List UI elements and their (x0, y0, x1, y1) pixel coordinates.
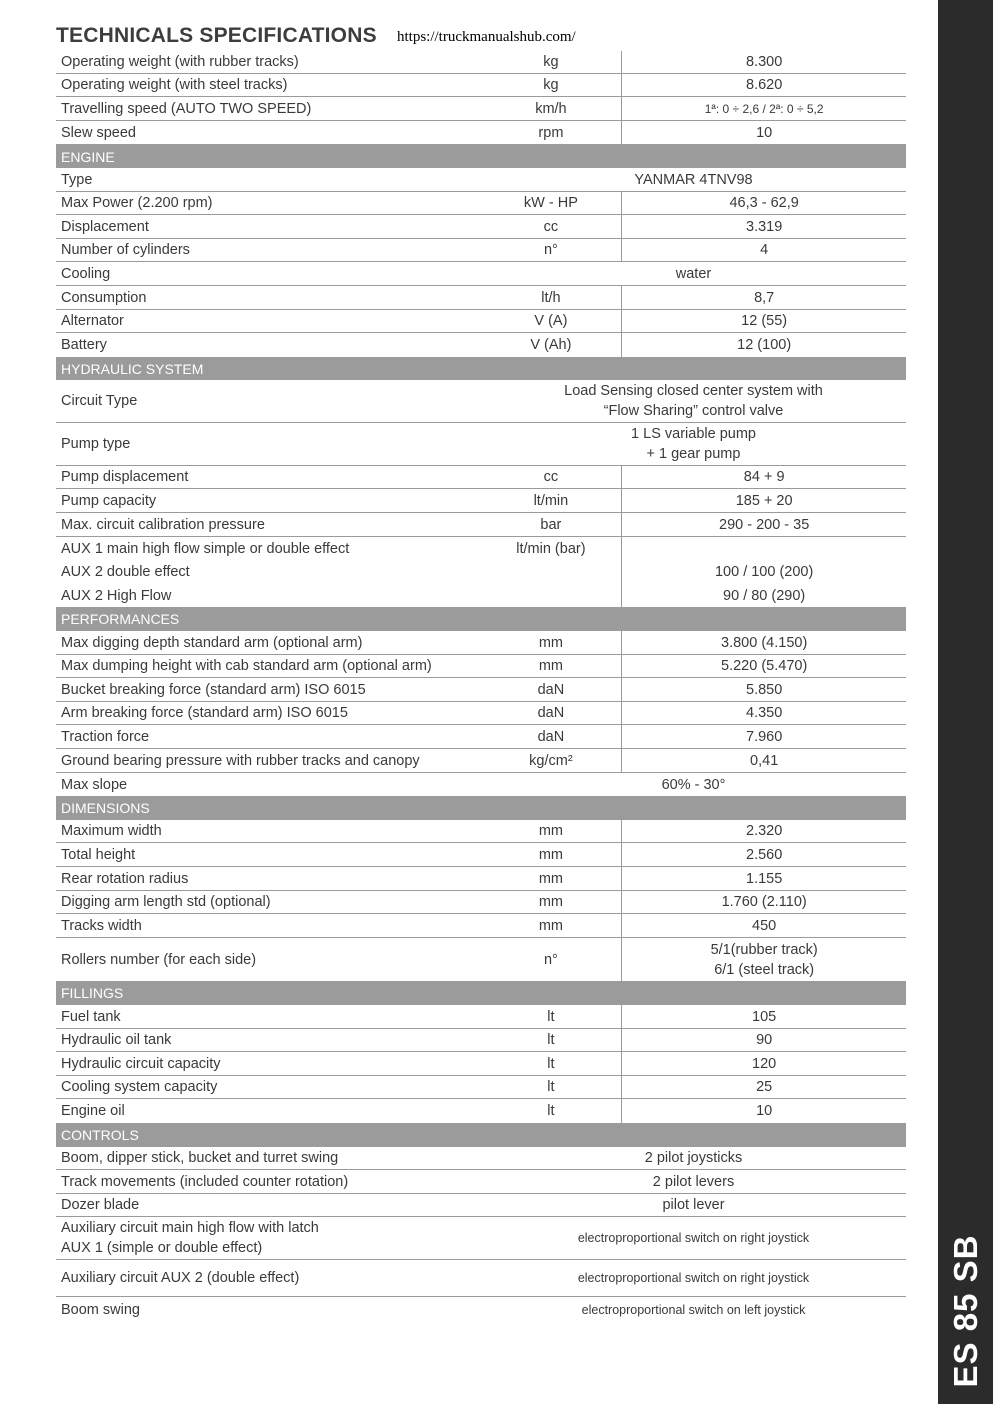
table-row (56, 749, 906, 773)
row-value: 5.850 (621, 678, 906, 701)
row-value: 1.760 (2.110) (621, 891, 906, 913)
table-row (56, 773, 906, 796)
row-value: 4 (621, 239, 906, 261)
row-value: 7.960 (621, 725, 906, 748)
section-header-fillings (56, 981, 906, 1005)
row-value: electroproportional switch on left joystick (581, 1303, 806, 1317)
row-value: 450 (621, 914, 906, 937)
row-label: AUX 1 main high flow simple or double effect (61, 540, 350, 557)
row-label: Bucket breaking force (standard arm) ISO 6015 (61, 681, 366, 698)
row-unit: lt (547, 1103, 555, 1119)
row-label: Tracks width (61, 917, 142, 934)
table-row (56, 867, 906, 891)
row-label: Auxiliary circuit AUX 2 (double effect) (61, 1270, 300, 1286)
row-label: Displacement (61, 218, 149, 235)
table-row (56, 655, 906, 678)
row-value (481, 380, 906, 422)
row-label: Traction force (61, 728, 150, 745)
row-value: 10 (621, 1099, 906, 1123)
row-value: 2 pilot levers (652, 1173, 735, 1190)
row-unit (481, 560, 622, 584)
table-row (56, 380, 906, 423)
model-label: ES 85 SB (946, 1234, 984, 1388)
row-value: water (675, 265, 712, 282)
row-value-line: Load Sensing closed center system with (564, 383, 823, 399)
row-value: 90 (621, 1029, 906, 1051)
row-value: 2.320 (621, 820, 906, 842)
table-row (56, 513, 906, 537)
row-unit: daN (537, 728, 565, 745)
row-label: Alternator (61, 313, 124, 329)
table-row (56, 168, 906, 192)
row-value: electroproportional switch on right joystick (577, 1231, 810, 1245)
row-value: 8.620 (621, 74, 906, 96)
row-label: Operating weight (with rubber tracks) (61, 54, 299, 70)
row-unit: lt (547, 1055, 555, 1072)
row-label: Pump capacity (61, 492, 157, 509)
row-value-line: + 1 gear pump (646, 446, 741, 462)
row-label: Pump displacement (61, 469, 189, 485)
row-label: Max Power (2.200 rpm) (61, 195, 213, 211)
table-row (56, 1297, 906, 1323)
section-header-engine (56, 145, 906, 168)
row-label: Boom, dipper stick, bucket and turret swing (61, 1150, 339, 1166)
row-unit: mm (538, 870, 563, 887)
row-value: 25 (621, 1076, 906, 1098)
table-row (56, 584, 906, 607)
row-label: Digging arm length std (optional) (61, 894, 271, 910)
row-label: Max slope (61, 776, 128, 793)
table-row (56, 489, 906, 513)
table-row (56, 239, 906, 262)
table-row (56, 820, 906, 843)
row-unit: kg/cm² (529, 752, 573, 769)
table-row (56, 97, 906, 121)
row-value-line: 1 LS variable pump (631, 426, 756, 442)
row-unit: mm (538, 846, 563, 863)
row-value (621, 938, 906, 981)
spec-table (56, 51, 906, 1323)
row-label: Hydraulic oil tank (61, 1032, 172, 1048)
row-unit: mm (538, 658, 563, 674)
row-label: Operating weight (with steel tracks) (61, 77, 288, 93)
row-label: Consumption (61, 289, 147, 306)
row-value: 5.220 (5.470) (621, 655, 906, 677)
table-row (56, 1005, 906, 1029)
section-header-dimensions (56, 796, 906, 820)
row-label: Number of cylinders (61, 242, 190, 258)
row-label: Dozer blade (61, 1197, 140, 1213)
table-row (56, 1170, 906, 1194)
row-label: Ground bearing pressure with rubber tracks and canopy (61, 752, 420, 769)
row-label: Type (61, 171, 93, 188)
section-title: FILLINGS (61, 985, 124, 1001)
row-unit: bar (540, 516, 562, 533)
source-url: https://truckmanualshub.com/ (397, 29, 576, 45)
row-label: Boom swing (61, 1302, 140, 1318)
row-unit: cc (543, 218, 559, 235)
row-unit: lt/h (541, 289, 561, 306)
row-value: 8.300 (621, 51, 906, 73)
page-title: TECHNICALS SPECIFICATIONS (56, 24, 377, 47)
row-value: 120 (621, 1052, 906, 1075)
row-unit: n° (543, 242, 558, 258)
row-value: 90 / 80 (290) (621, 584, 906, 607)
row-unit: V (A) (534, 313, 568, 329)
row-value: 3.319 (621, 215, 906, 238)
row-unit: kW - HP (523, 195, 578, 211)
row-value: 60% - 30° (661, 776, 726, 793)
row-label: Rollers number (for each side) (61, 951, 257, 968)
row-unit: cc (543, 469, 559, 485)
row-label: Max. circuit calibration pressure (61, 516, 265, 533)
row-value: 12 (55) (621, 310, 906, 332)
row-value-line: 5/1(rubber track) (710, 941, 818, 958)
section-title: DIMENSIONS (61, 800, 150, 816)
row-value: 2.560 (621, 843, 906, 866)
row-value-line: 6/1 (steel track) (714, 961, 815, 978)
section-title: HYDRAULIC SYSTEM (61, 360, 204, 377)
row-value: electroproportional switch on right joystick (577, 1271, 810, 1285)
table-row (56, 725, 906, 749)
section-header-controls (56, 1123, 906, 1147)
row-label: Circuit Type (61, 393, 138, 409)
row-label: Arm breaking force (standard arm) ISO 6015 (61, 705, 348, 721)
row-unit (481, 584, 622, 607)
row-label: Slew speed (61, 124, 136, 141)
row-unit: lt (547, 1079, 555, 1095)
row-label: Pump type (61, 436, 131, 452)
row-label: Total height (61, 846, 136, 863)
table-row (56, 702, 906, 725)
model-label-box (938, 1236, 993, 1386)
row-value: 10 (621, 121, 906, 144)
row-value: 1ª: 0 ÷ 2,6 / 2ª: 0 ÷ 5,2 (621, 97, 906, 120)
row-unit: daN (537, 681, 565, 698)
row-value: 290 - 200 - 35 (621, 513, 906, 536)
row-value: 2 pilot joysticks (644, 1150, 743, 1166)
table-row (56, 678, 906, 702)
section-title: PERFORMANCES (61, 611, 180, 627)
section-header-performances (56, 607, 906, 631)
row-unit: kg (543, 77, 559, 93)
row-label: Engine oil (61, 1103, 125, 1119)
table-row (56, 121, 906, 145)
table-row (56, 1194, 906, 1217)
table-row (56, 74, 906, 97)
row-value: 185 + 20 (621, 489, 906, 512)
row-value: 1.155 (621, 867, 906, 890)
table-row (56, 51, 906, 74)
row-label: Max digging depth standard arm (optional arm) (61, 634, 363, 651)
side-bar (938, 0, 993, 1404)
row-value: 12 (100) (621, 333, 906, 357)
table-row (56, 310, 906, 333)
row-unit: mm (538, 917, 563, 934)
row-label-line: AUX 1 (simple or double effect) (61, 1240, 263, 1256)
row-unit: lt (547, 1008, 555, 1025)
row-value (621, 537, 906, 560)
table-row (56, 1076, 906, 1099)
row-unit: mm (538, 823, 563, 839)
row-value: 100 / 100 (200) (621, 560, 906, 584)
row-label: Max dumping height with cab standard arm (optional arm) (61, 658, 432, 674)
row-value: 8,7 (621, 286, 906, 309)
row-value: 3.800 (4.150) (621, 631, 906, 654)
row-unit: rpm (538, 124, 564, 141)
row-unit: lt (547, 1032, 555, 1048)
table-row (56, 891, 906, 914)
table-row (56, 192, 906, 215)
table-row (56, 466, 906, 489)
table-row (56, 1260, 906, 1297)
row-label: Cooling (61, 265, 111, 282)
row-value: 84 + 9 (621, 466, 906, 488)
table-row (56, 262, 906, 286)
row-label: Maximum width (61, 823, 162, 839)
table-row (56, 286, 906, 310)
row-label: Cooling system capacity (61, 1079, 218, 1095)
table-row (56, 914, 906, 938)
section-title: CONTROLS (61, 1127, 139, 1143)
row-value: pilot lever (662, 1197, 725, 1213)
table-row (56, 631, 906, 655)
row-unit: kg (543, 54, 559, 70)
row-value: 4.350 (621, 702, 906, 724)
row-value: YANMAR 4TNV98 (634, 171, 753, 188)
table-row (56, 333, 906, 357)
row-label: AUX 2 High Flow (61, 587, 172, 604)
row-label: AUX 2 double effect (61, 564, 190, 580)
row-value: 0,41 (621, 749, 906, 772)
table-row (56, 1099, 906, 1123)
table-row (56, 1052, 906, 1076)
table-row (56, 423, 906, 466)
row-unit: mm (538, 894, 563, 910)
row-value: 105 (621, 1005, 906, 1028)
row-value (481, 423, 906, 465)
row-label: Fuel tank (61, 1008, 121, 1025)
row-label (56, 1217, 481, 1259)
row-unit: lt/min (bar) (516, 540, 586, 557)
row-unit: lt/min (533, 492, 569, 509)
table-row (56, 560, 906, 584)
row-value: 46,3 - 62,9 (621, 192, 906, 214)
row-label: Track movements (included counter rotation) (61, 1173, 349, 1190)
row-label: Hydraulic circuit capacity (61, 1055, 221, 1072)
row-unit: n° (543, 951, 558, 968)
row-unit: V (Ah) (530, 337, 572, 353)
row-label-line: Auxiliary circuit main high flow with latch (61, 1220, 319, 1236)
table-row (56, 1217, 906, 1260)
table-row (56, 843, 906, 867)
table-row (56, 215, 906, 239)
row-value-line: “Flow Sharing” control valve (603, 403, 784, 419)
row-unit: mm (538, 634, 563, 651)
table-row (56, 938, 906, 981)
row-label: Travelling speed (AUTO TWO SPEED) (61, 100, 312, 117)
section-title: ENGINE (61, 148, 115, 165)
table-row (56, 1029, 906, 1052)
table-row (56, 1147, 906, 1170)
row-label: Battery (61, 337, 107, 353)
row-label: Rear rotation radius (61, 870, 189, 887)
row-unit: km/h (535, 100, 567, 117)
section-header-hydraulic (56, 357, 906, 380)
row-unit: daN (537, 705, 565, 721)
table-row (56, 537, 906, 560)
